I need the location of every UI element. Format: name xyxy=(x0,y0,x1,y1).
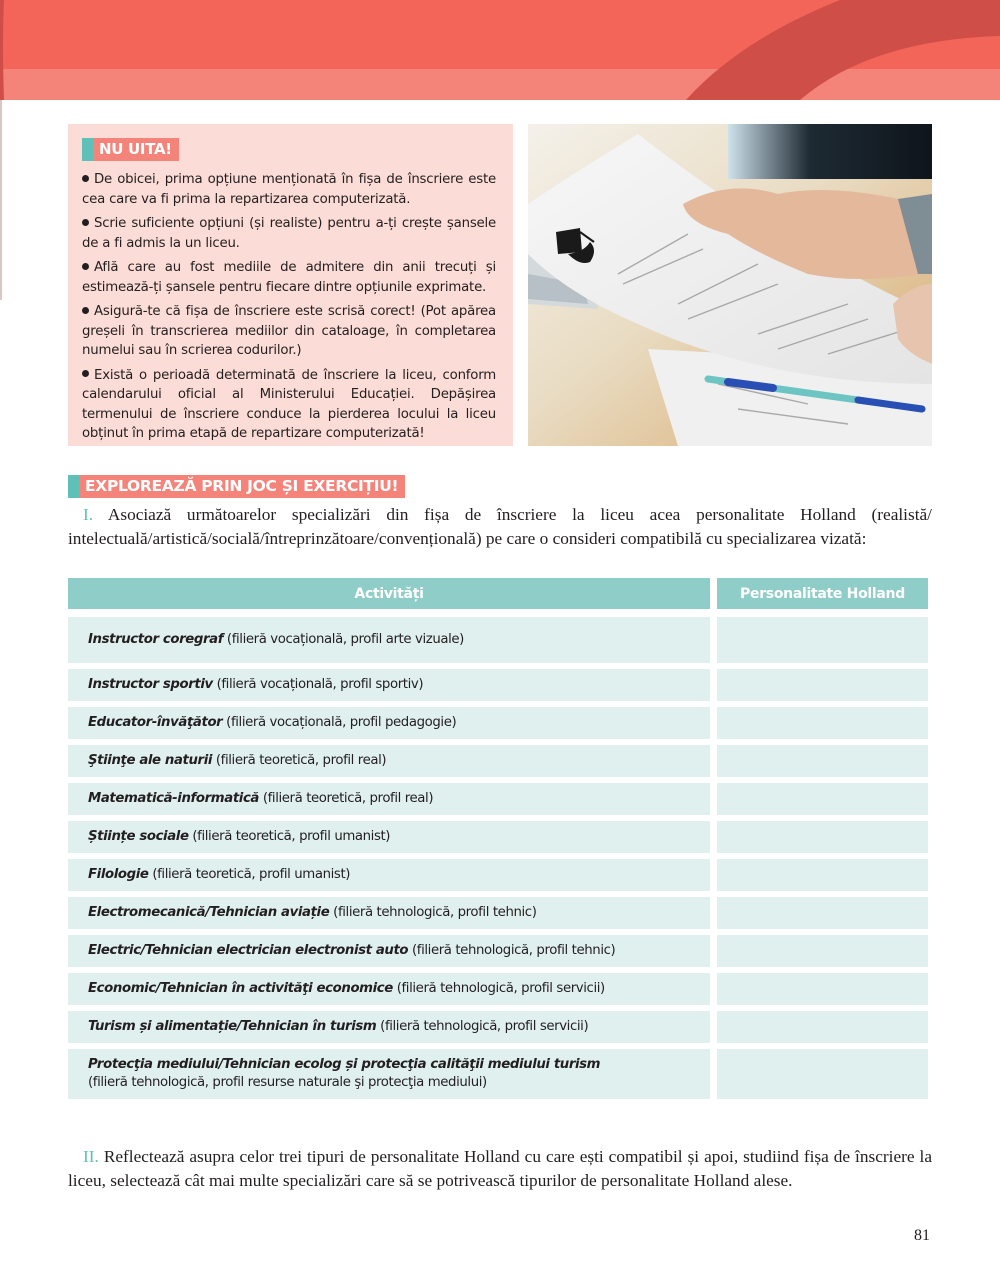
specialization-cell xyxy=(68,707,710,739)
reminder-label xyxy=(82,138,179,161)
holland-personality-answer-cell[interactable] xyxy=(717,783,928,815)
photo-application-form xyxy=(528,124,932,446)
specialization-detail: (filieră teoretică, profil real) xyxy=(259,791,434,806)
specialization-title: Electromecanică/Tehnician aviație xyxy=(88,905,330,920)
exercise-1-instructions xyxy=(68,503,932,551)
bullet-icon xyxy=(82,307,89,314)
specialization-cell xyxy=(68,1049,710,1099)
specialization-detail: (filieră teoretică, profil umanist) xyxy=(188,829,391,844)
holland-personality-answer-cell[interactable] xyxy=(717,935,928,967)
specialization-detail: (filieră tehnologică, profil servicii) xyxy=(376,1019,589,1034)
specialization-cell xyxy=(68,821,710,853)
specialization-cell xyxy=(68,935,710,967)
bullet-icon xyxy=(82,370,89,377)
specialization-cell xyxy=(68,669,710,701)
table-row xyxy=(68,859,928,891)
specialization-cell xyxy=(68,859,710,891)
header-band xyxy=(0,0,1000,100)
reminder-item: Asigură-te că fișa de înscriere este scrisă corect! (Pot apărea greșeli în transcrierea mediilor din cataloage, în completarea numelui sau în scrierea codurilor.) xyxy=(82,304,496,358)
table-header xyxy=(68,578,928,609)
specialization-detail: (filieră vocațională, profil arte vizuale) xyxy=(223,632,464,647)
specialization-cell xyxy=(68,617,710,663)
holland-personality-answer-cell[interactable] xyxy=(717,897,928,929)
table-row xyxy=(68,1049,928,1099)
specialization-detail: (filieră tehnologică, profil tehnic) xyxy=(329,905,537,920)
specializations-table xyxy=(68,578,928,1099)
holland-personality-answer-cell[interactable] xyxy=(717,821,928,853)
specialization-cell xyxy=(68,897,710,929)
exercise-1-number: I. xyxy=(83,505,94,524)
specialization-title: Instructor coregraf xyxy=(88,632,224,647)
table-row xyxy=(68,669,928,701)
reminder-label-text: NU UITA! xyxy=(93,138,179,161)
holland-personality-answer-cell[interactable] xyxy=(717,859,928,891)
explore-label-text: EXPLOREAZĂ PRIN JOC ȘI EXERCIȚIU! xyxy=(79,475,405,498)
specialization-title: Matematică-informatică xyxy=(88,791,259,806)
holland-personality-answer-cell[interactable] xyxy=(717,669,928,701)
page-number: 81 xyxy=(914,1227,930,1244)
specialization-cell xyxy=(68,1011,710,1043)
bullet-icon xyxy=(82,175,89,182)
reminder-item: Află care au fost mediile de admitere din anii trecuți și estimează-ți șansele pentru fiecare dintre opțiunile exprimate. xyxy=(82,260,496,295)
table-row xyxy=(68,707,928,739)
specialization-title: Protecţia mediului/Tehnician ecolog și protecţia calităţii mediului turism xyxy=(88,1057,601,1072)
reminder-list xyxy=(82,170,496,444)
holland-personality-answer-cell[interactable] xyxy=(717,617,928,663)
exercise-2-instructions xyxy=(68,1145,932,1193)
column-header-holland-personality: Personalitate Holland xyxy=(717,578,928,609)
specialization-title: Electric/Tehnician electrician electronist auto xyxy=(88,943,409,958)
holland-personality-answer-cell[interactable] xyxy=(717,973,928,1005)
specialization-title: Educator-învăţător xyxy=(88,715,223,730)
bullet-icon xyxy=(82,219,89,226)
specialization-detail: (filieră teoretică, profil real) xyxy=(212,753,387,768)
table-row xyxy=(68,745,928,777)
holland-personality-answer-cell[interactable] xyxy=(717,1049,928,1099)
reminder-box xyxy=(68,124,513,446)
table-row xyxy=(68,821,928,853)
table-row xyxy=(68,617,928,663)
specialization-title: Economic/Tehnician în activităţi economice xyxy=(88,981,393,996)
table-row xyxy=(68,783,928,815)
reminder-item: Scrie suficiente opțiuni (și realiste) pentru a-ți crește șansele de a fi admis la un liceu. xyxy=(82,216,496,251)
specialization-title: Științe sociale xyxy=(88,829,189,844)
reminder-item: Există o perioadă determinată de înscriere la liceu, conform calendarului oficial al Ministerului Educației. Depășirea termenului de înscriere conduce la pierderea locului la liceu obținut în prima etapă de repartizare computerizată! xyxy=(82,367,496,441)
exercise-2-text: Reflectează asupra celor trei tipuri de personalitate Holland cu care ești compatibil și apoi, studiind fișa de înscriere la liceu, selectează cât mai multe specializări care să se potrivească tipurilor de personalitate Holland alese. xyxy=(68,1147,932,1190)
table-row xyxy=(68,1011,928,1043)
specialization-detail: (filieră vocațională, profil pedagogie) xyxy=(222,715,457,730)
holland-personality-answer-cell[interactable] xyxy=(717,1011,928,1043)
specialization-title: Ştiinţe ale naturii xyxy=(88,753,213,768)
specialization-title: Turism și alimentație/Tehnician în turism xyxy=(88,1019,377,1034)
label-accent-tab xyxy=(68,475,79,498)
specialization-cell xyxy=(68,973,710,1005)
table-row xyxy=(68,935,928,967)
specialization-title: Filologie xyxy=(88,867,149,882)
specialization-detail: (filieră tehnologică, profil servicii) xyxy=(392,981,605,996)
holland-personality-answer-cell[interactable] xyxy=(717,745,928,777)
specialization-cell xyxy=(68,745,710,777)
column-header-activities: Activități xyxy=(68,578,710,609)
label-accent-tab xyxy=(82,138,93,161)
holland-personality-answer-cell[interactable] xyxy=(717,707,928,739)
explore-label xyxy=(68,475,405,498)
specialization-detail: (filieră tehnologică, profil tehnic) xyxy=(408,943,616,958)
specialization-cell xyxy=(68,783,710,815)
exercise-2-number: II. xyxy=(83,1147,99,1166)
specialization-title: Instructor sportiv xyxy=(88,677,213,692)
page-edge xyxy=(0,100,2,300)
specialization-detail: (filieră tehnologică, profil resurse naturale şi protecţia mediului) xyxy=(88,1075,487,1090)
bullet-icon xyxy=(82,263,89,270)
exercise-1-text: Asociază următoarelor specializări din fișa de înscriere la liceu acea personalitate Holland (realistă/ intelectuală/artistică/socială/întreprinzătoare/convențională) pe care o consideri compatibilă cu specializarea vizată: xyxy=(68,505,932,548)
reminder-item: De obicei, prima opțiune menționată în fișa de înscriere este cea care va fi prima la repartizarea computerizată. xyxy=(82,172,496,207)
specialization-detail: (filieră teoretică, profil umanist) xyxy=(148,867,351,882)
header-arc-decoration xyxy=(0,0,1000,100)
specialization-detail: (filieră vocațională, profil sportiv) xyxy=(212,677,424,692)
table-row xyxy=(68,897,928,929)
table-row xyxy=(68,973,928,1005)
